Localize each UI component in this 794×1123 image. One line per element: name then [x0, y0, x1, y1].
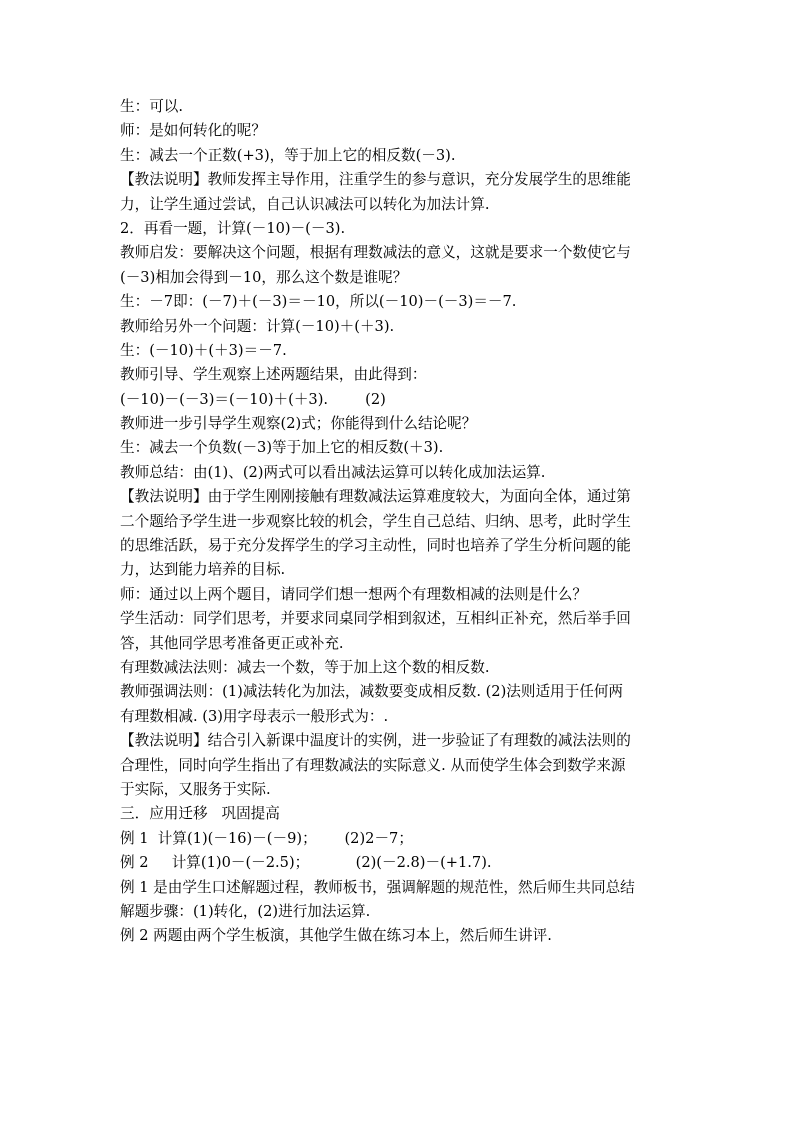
document-body — [120, 95, 680, 949]
text-line: 的思维活跃，易于充分发挥学生的学习主动性，同时也培养了学生分析问题的能 — [120, 537, 631, 555]
text-line: 生：可以. — [120, 98, 184, 115]
text-line: 师：是如何转化的呢？ — [120, 122, 266, 140]
text-line: 例 2 两题由两个学生板演，其他学生做在练习本上，然后师生讲评. — [120, 927, 552, 945]
text-line: 有理数相减. (3)用字母表示一般形式为：. — [120, 707, 389, 725]
text-line: 力，让学生通过尝试，自己认识减法可以转化为加法计算. — [120, 195, 490, 213]
text-line: 于实际，又服务于实际. — [120, 780, 271, 798]
text-line: 合理性，同时向学生指出了有理数减法的实际意义. 从而使学生体会到数学来源 — [120, 756, 626, 774]
text-line: 生：－7即：(－7)＋(－3)＝－10，所以(－10)－(－3)＝－7. — [120, 293, 517, 311]
text-line: 答，其他同学思考准备更正或补充. — [120, 634, 344, 652]
text-line: 生：减去一个正数(+3)，等于加上它的相反数(－3). — [120, 146, 456, 164]
text-line: (－10)－(－3)＝(－10)＋(＋3). (2) — [120, 390, 386, 408]
text-line: 生：减去一个负数(－3)等于加上它的相反数(＋3). — [120, 439, 444, 457]
text-line: 生：(－10)＋(＋3)＝－7. — [120, 341, 287, 359]
text-line: 师：通过以上两个题目，请同学们想一想两个有理数相减的法则是什么？ — [120, 585, 588, 603]
text-line: 教师总结：由(1)、(2)两式可以看出减法运算可以转化成加法运算. — [120, 463, 546, 481]
text-line: 解题步骤：(1)转化，(2)进行加法运算. — [120, 902, 371, 920]
text-line: 教师给另外一个问题：计算(－10)＋(＋3). — [120, 317, 395, 335]
text-line: 教师强调法则：(1)减法转化为加法，减数要变成相反数. (2)法则适用于任何两 — [120, 683, 624, 701]
text-line: 学生活动：同学们思考，并要求同桌同学相到叙述，互相纠正补充，然后举手回 — [120, 610, 631, 628]
text-line: 力，达到能力培养的目标. — [120, 561, 286, 579]
text-line: 三．应用迁移 巩固提高 — [120, 805, 280, 823]
text-line: 二个题给予学生进一步观察比较的机会，学生自己总结、归纳、思考，此时学生 — [120, 512, 631, 530]
text-line: (－3)相加会得到－10，那么这个数是谁呢？ — [120, 268, 408, 286]
text-line: 【教法说明】教师发挥主导作用，注重学生的参与意识，充分发展学生的思维能 — [120, 171, 631, 189]
text-line: 教师启发：要解决这个问题，根据有理数减法的意义，这就是要求一个数使它与 — [120, 244, 631, 262]
text-line: 【教法说明】由于学生刚刚接触有理数减法运算难度较大，为面向全体，通过第 — [120, 488, 631, 506]
text-line: 教师进一步引导学生观察(2)式；你能得到什么结论呢？ — [120, 415, 477, 433]
text-line: 教师引导、学生观察上述两题结果，由此得到： — [120, 366, 427, 384]
text-line: 2．再看一题，计算(－10)－(－3). — [120, 219, 346, 237]
text-line: 有理数减法法则：减去一个数，等于加上这个数的相反数. — [120, 658, 490, 676]
text-line: 例 2 计算(1)0－(－2.5)； (2)(－2.8)－(+1.7). — [120, 854, 492, 872]
text-line: 例 1 计算(1)(－16)－(－9)； (2)2－7； — [120, 829, 413, 847]
text-line: 【教法说明】结合引入新课中温度计的实例，进一步验证了有理数的减法法则的 — [120, 732, 631, 750]
text-line: 例 1 是由学生口述解题过程，教师板书，强调解题的规范性，然后师生共同总结 — [120, 878, 635, 896]
